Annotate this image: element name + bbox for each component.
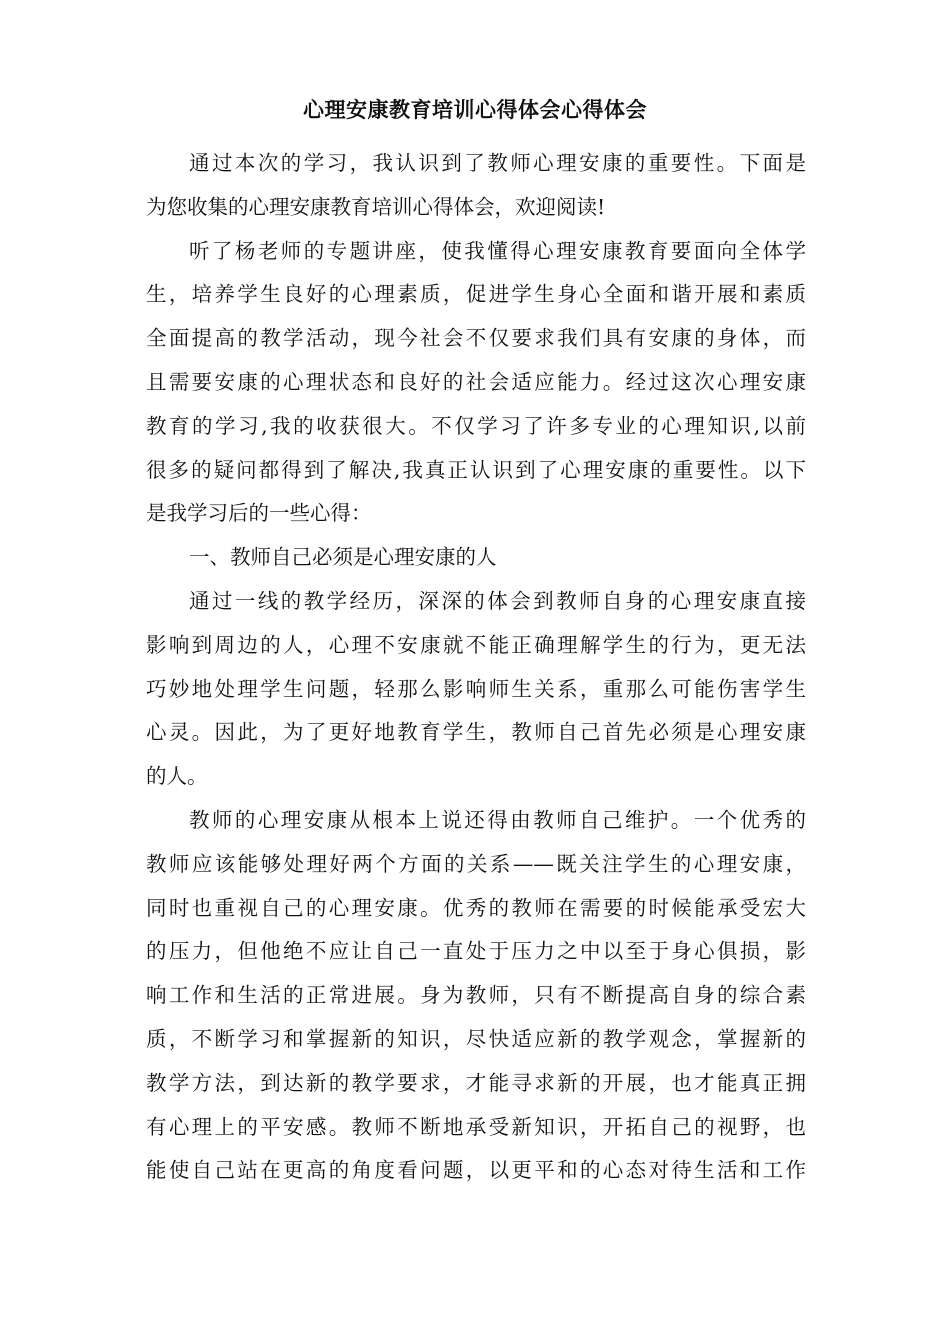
- text-line: 通过本次的学习，我认识到了教师心理安康的重要性。下面是: [189, 151, 806, 175]
- text-line: 全面提高的教学活动，现今社会不仅要求我们具有安康的身体，而: [146, 326, 806, 351]
- text-line: 是我学习后的一些心得：: [146, 501, 372, 526]
- text-line: 心灵。因此，为了更好地教育学生，教师自己首先必须是心理安康: [146, 720, 806, 745]
- text-line: 的压力，但他绝不应让自己一直处于压力之中以至于身心俱损，影: [146, 939, 806, 964]
- text-line: 且需要安康的心理状态和良好的社会适应能力。经过这次心理安康: [146, 369, 806, 394]
- text-line: 教学方法，到达新的教学要求，才能寻求新的开展，也才能真正拥: [146, 1070, 806, 1095]
- document-body: [146, 142, 806, 1193]
- text-line: 质，不断学习和掌握新的知识，尽快适应新的教学观念，掌握新的: [146, 1026, 806, 1051]
- section-heading: 一、教师自己必须是心理安康的人: [189, 545, 497, 570]
- text-line: 同时也重视自己的心理安康。优秀的教师在需要的时候能承受宏大: [146, 895, 806, 920]
- document-title: 心理安康教育培训心得体会心得体会: [303, 97, 647, 122]
- text-line: 能使自己站在更高的角度看问题，以更平和的心态对待生活和工作: [146, 1158, 806, 1183]
- text-line: 教师的心理安康从根本上说还得由教师自己维护。一个优秀的: [189, 807, 806, 832]
- text-line: 教师应该能够处理好两个方面的关系——既关注学生的心理安康，: [146, 851, 806, 876]
- text-line: 响工作和生活的正常进展。身为教师，只有不断提高自身的综合素: [146, 983, 806, 1008]
- text-line: 影响到周边的人，心理不安康就不能正确理解学生的行为，更无法: [146, 632, 806, 657]
- text-line: 教育的学习,我的收获很大。不仅学习了许多专业的心理知识,以前: [146, 413, 806, 438]
- text-line: 为您收集的心理安康教育培训心得体会，欢迎阅读!: [146, 194, 606, 219]
- text-line: 生，培养学生良好的心理素质，促进学生身心全面和谐开展和素质: [146, 282, 806, 307]
- text-line: 听了杨老师的专题讲座，使我懂得心理安康教育要面向全体学: [189, 238, 806, 263]
- text-line: 有心理上的平安感。教师不断地承受新知识，开拓自己的视野，也: [146, 1114, 806, 1139]
- text-line: 很多的疑问都得到了解决,我真正认识到了心理安康的重要性。以下: [146, 457, 806, 482]
- text-line: 通过一线的教学经历，深深的体会到教师自身的心理安康直接: [189, 588, 806, 613]
- text-line: 巧妙地处理学生问题，轻那么影响师生关系，重那么可能伤害学生: [146, 676, 806, 701]
- text-line: 的人。: [146, 764, 208, 789]
